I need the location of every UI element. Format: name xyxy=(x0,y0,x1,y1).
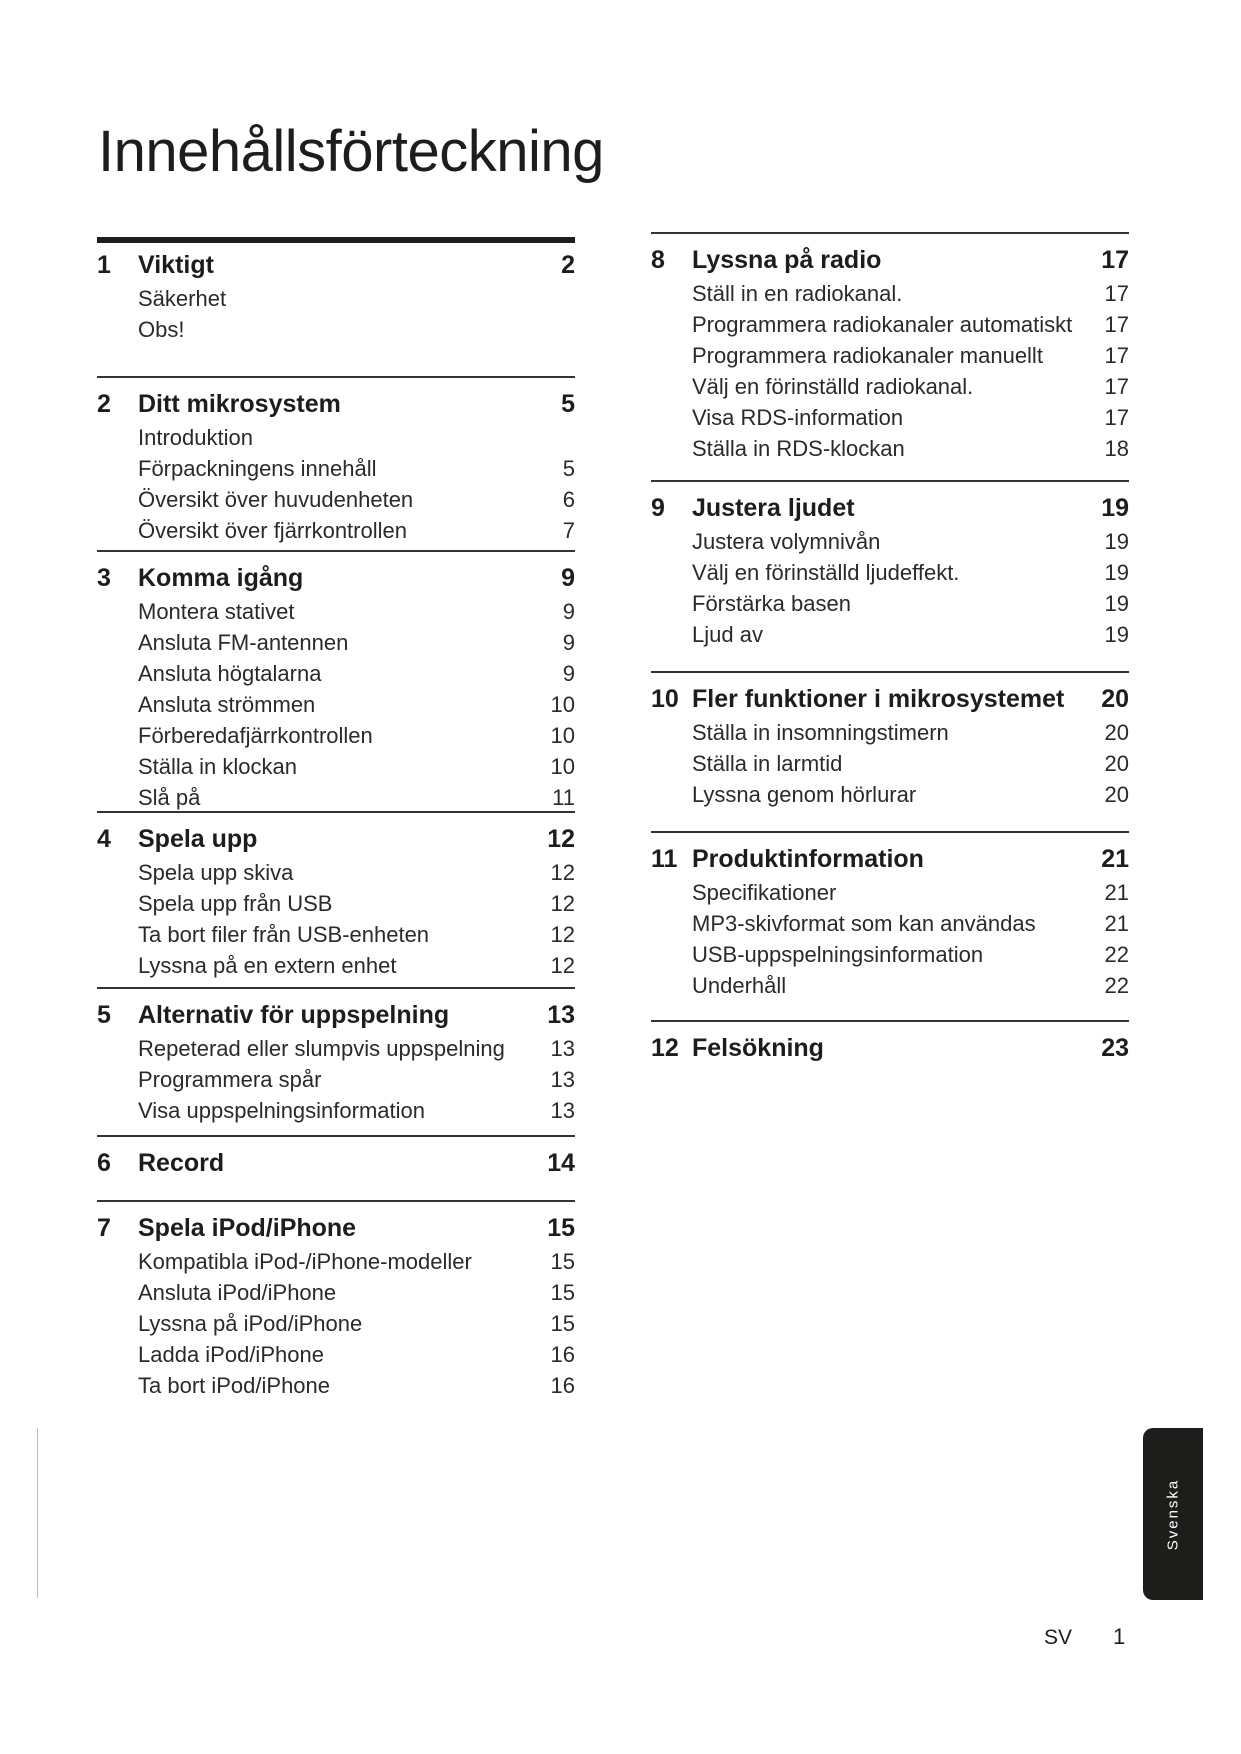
entry-title: Visa uppspelningsinformation xyxy=(138,1098,425,1123)
section-heading[interactable] xyxy=(97,251,575,283)
toc-section xyxy=(97,1200,575,1401)
toc-entry[interactable] xyxy=(97,1064,575,1095)
section-entry-list xyxy=(97,596,575,813)
toc-entry[interactable] xyxy=(97,658,575,689)
entry-page: 20 xyxy=(1104,751,1129,776)
entry-title: Säkerhet xyxy=(138,286,227,311)
entry-page: 19 xyxy=(1104,622,1129,647)
toc-entry[interactable] xyxy=(651,433,1129,464)
toc-entry[interactable] xyxy=(97,950,575,981)
toc-entry[interactable] xyxy=(651,526,1129,557)
entry-page: 10 xyxy=(550,723,575,748)
toc-entry[interactable] xyxy=(97,919,575,950)
toc-entry[interactable] xyxy=(651,748,1129,779)
toc-entry[interactable] xyxy=(97,596,575,627)
section-page: 15 xyxy=(547,1214,575,1242)
toc-entry[interactable] xyxy=(651,309,1129,340)
section-title: Viktigt xyxy=(138,251,214,279)
section-title: Alternativ för uppspelning xyxy=(138,1001,450,1029)
entry-title: Ställa in insomningstimern xyxy=(692,720,949,745)
section-title: Spela iPod/iPhone xyxy=(138,1214,357,1242)
section-title: Spela upp xyxy=(138,825,258,853)
section-title: Lyssna på radio xyxy=(692,246,882,274)
section-page: 12 xyxy=(547,825,575,853)
entry-title: Slå på xyxy=(138,785,201,810)
section-entry-list xyxy=(97,857,575,981)
toc-section xyxy=(97,987,575,1126)
toc-entry[interactable] xyxy=(651,588,1129,619)
section-heading[interactable] xyxy=(97,1214,575,1246)
toc-section xyxy=(97,376,575,546)
entry-title: Obs! xyxy=(138,317,185,342)
toc-entry[interactable] xyxy=(651,278,1129,309)
entry-title: Ta bort iPod/iPhone xyxy=(138,1373,331,1398)
entry-title: Spela upp från USB xyxy=(138,891,333,916)
section-page: 19 xyxy=(1101,494,1129,522)
entry-page: 11 xyxy=(552,785,575,810)
entry-title: USB-uppspelningsinformation xyxy=(692,942,984,967)
entry-page: 15 xyxy=(550,1280,575,1305)
toc-entry[interactable] xyxy=(97,1095,575,1126)
entry-page: 12 xyxy=(550,953,575,978)
footer-language-code: SV xyxy=(1044,1626,1073,1649)
toc-entry[interactable] xyxy=(97,283,575,314)
toc-entry[interactable] xyxy=(97,1277,575,1308)
entry-page: 17 xyxy=(1104,405,1129,430)
entry-title: Ansluta iPod/iPhone xyxy=(138,1280,337,1305)
toc-entry[interactable] xyxy=(651,970,1129,1001)
entry-page: 7 xyxy=(562,518,575,543)
entry-title: Ansluta FM-antennen xyxy=(138,630,349,655)
language-tab-label: Svenska xyxy=(1164,1478,1182,1550)
section-heading[interactable] xyxy=(651,246,1129,278)
toc-entry[interactable] xyxy=(97,1339,575,1370)
toc-entry[interactable] xyxy=(651,717,1129,748)
section-page: 21 xyxy=(1101,845,1129,873)
entry-title: Ljud av xyxy=(692,622,763,647)
entry-title: Förberedafjärrkontrollen xyxy=(138,723,373,748)
section-entry-list xyxy=(97,1033,575,1126)
toc-entry[interactable] xyxy=(651,371,1129,402)
toc-entry[interactable] xyxy=(97,782,575,813)
section-page: 20 xyxy=(1101,685,1129,713)
entry-title: Specifikationer xyxy=(692,880,837,905)
section-page: 14 xyxy=(547,1149,575,1177)
section-entry-list xyxy=(97,422,575,546)
toc-section xyxy=(651,232,1129,464)
toc-entry[interactable] xyxy=(651,877,1129,908)
section-entry-list xyxy=(651,877,1129,1001)
entry-title: Förpackningens innehåll xyxy=(138,456,377,481)
entry-page: 21 xyxy=(1104,911,1129,936)
section-entry-list xyxy=(651,526,1129,650)
section-title: Produktinformation xyxy=(692,845,924,873)
entry-page: 12 xyxy=(550,891,575,916)
entry-page: 12 xyxy=(550,860,575,885)
entry-page: 17 xyxy=(1104,281,1129,306)
toc-entry[interactable] xyxy=(97,1370,575,1401)
entry-title: Programmera radiokanaler automatiskt xyxy=(692,312,1073,337)
entry-page: 19 xyxy=(1104,591,1129,616)
entry-page: 20 xyxy=(1104,720,1129,745)
entry-page: 17 xyxy=(1104,374,1129,399)
section-heading[interactable] xyxy=(97,390,575,422)
toc-section xyxy=(97,237,575,345)
section-heading[interactable] xyxy=(97,1001,575,1033)
section-heading[interactable] xyxy=(97,564,575,596)
section-heading[interactable] xyxy=(651,1034,1129,1066)
section-title: Justera ljudet xyxy=(692,494,855,522)
entry-page: 16 xyxy=(550,1342,575,1367)
entry-title: Ställa in RDS-klockan xyxy=(692,436,905,461)
entry-title: Lyssna på iPod/iPhone xyxy=(138,1311,363,1336)
section-title: Ditt mikrosystem xyxy=(138,390,341,418)
toc-entry[interactable] xyxy=(651,908,1129,939)
entry-page: 6 xyxy=(562,487,575,512)
section-entry-list xyxy=(97,1246,575,1401)
section-page: 9 xyxy=(561,564,575,592)
entry-page: 20 xyxy=(1104,782,1129,807)
entry-page: 17 xyxy=(1104,343,1129,368)
entry-page: 15 xyxy=(550,1249,575,1274)
section-heading[interactable] xyxy=(651,845,1129,877)
section-number: 2 xyxy=(97,390,111,418)
toc-section xyxy=(651,1020,1129,1066)
entry-page: 18 xyxy=(1104,436,1129,461)
entry-title: Introduktion xyxy=(138,425,253,450)
section-heading[interactable] xyxy=(651,685,1129,717)
section-page: 17 xyxy=(1101,246,1129,274)
toc-entry[interactable] xyxy=(97,888,575,919)
toc-section xyxy=(651,671,1129,810)
section-page: 5 xyxy=(561,390,575,418)
section-number: 5 xyxy=(97,1001,111,1029)
section-number: 3 xyxy=(97,564,111,592)
section-number: 10 xyxy=(651,685,679,713)
section-number: 11 xyxy=(651,845,678,873)
entry-title: Ladda iPod/iPhone xyxy=(138,1342,324,1367)
section-entry-list xyxy=(651,717,1129,810)
toc-entry[interactable] xyxy=(651,939,1129,970)
entry-page: 22 xyxy=(1104,973,1129,998)
section-title: Record xyxy=(138,1149,225,1177)
entry-page: 13 xyxy=(550,1036,575,1061)
entry-page: 9 xyxy=(562,661,575,686)
toc-section xyxy=(651,480,1129,650)
toc-entry[interactable] xyxy=(651,619,1129,650)
entry-page: 9 xyxy=(562,599,575,624)
toc-entry[interactable] xyxy=(97,515,575,546)
toc-entry[interactable] xyxy=(97,857,575,888)
entry-title: Förstärka basen xyxy=(692,591,851,616)
section-entry-list xyxy=(651,278,1129,464)
toc-section xyxy=(651,831,1129,1001)
entry-title: Programmera spår xyxy=(138,1067,322,1092)
entry-title: Repeterad eller slumpvis uppspelning xyxy=(138,1036,505,1061)
entry-page: 10 xyxy=(550,754,575,779)
section-number: 8 xyxy=(651,246,665,274)
section-number: 6 xyxy=(97,1149,111,1177)
entry-title: Ansluta högtalarna xyxy=(138,661,322,686)
section-page: 23 xyxy=(1101,1034,1129,1062)
toc-section xyxy=(97,1135,575,1181)
toc-entry[interactable] xyxy=(97,314,575,345)
entry-title: Kompatibla iPod-/iPhone-modeller xyxy=(138,1249,472,1274)
entry-title: MP3-skivformat som kan användas xyxy=(692,911,1036,936)
entry-title: Översikt över huvudenheten xyxy=(138,487,414,512)
entry-title: Välj en förinställd radiokanal. xyxy=(692,374,974,399)
entry-page: 19 xyxy=(1104,529,1129,554)
entry-title: Programmera radiokanaler manuellt xyxy=(692,343,1043,368)
section-title: Fler funktioner i mikrosystemet xyxy=(692,685,1065,713)
toc-entry[interactable] xyxy=(97,751,575,782)
entry-page: 16 xyxy=(550,1373,575,1398)
margin-rule xyxy=(37,1428,38,1598)
entry-title: Justera volymnivån xyxy=(692,529,881,554)
toc-entry[interactable] xyxy=(97,627,575,658)
toc-entry[interactable] xyxy=(97,720,575,751)
entry-title: Ta bort filer från USB-enheten xyxy=(138,922,430,947)
section-number: 7 xyxy=(97,1214,111,1242)
entry-title: Ansluta strömmen xyxy=(138,692,316,717)
section-number: 4 xyxy=(97,825,111,853)
section-heading[interactable] xyxy=(651,494,1129,526)
entry-page: 22 xyxy=(1104,942,1129,967)
section-heading[interactable] xyxy=(97,825,575,857)
toc-entry[interactable] xyxy=(97,453,575,484)
toc-section xyxy=(97,550,575,813)
entry-title: Montera stativet xyxy=(138,599,295,624)
page-title: Innehållsförteckning xyxy=(98,119,604,184)
entry-page: 19 xyxy=(1104,560,1129,585)
toc-entry[interactable] xyxy=(97,689,575,720)
toc-entry[interactable] xyxy=(97,484,575,515)
section-entry-list xyxy=(97,283,575,345)
entry-title: Underhåll xyxy=(692,973,787,998)
entry-page: 5 xyxy=(562,456,575,481)
toc-section xyxy=(97,811,575,981)
entry-title: Lyssna på en extern enhet xyxy=(138,953,397,978)
entry-title: Översikt över fjärrkontrollen xyxy=(138,518,407,543)
entry-page: 17 xyxy=(1104,312,1129,337)
entry-page: 21 xyxy=(1104,880,1129,905)
entry-title: Ställa in klockan xyxy=(138,754,297,779)
toc-entry[interactable] xyxy=(97,1246,575,1277)
section-page: 2 xyxy=(561,251,575,279)
section-title: Komma igång xyxy=(138,564,304,592)
entry-title: Ställa in larmtid xyxy=(692,751,843,776)
entry-title: Välj en förinställd ljudeffekt. xyxy=(692,560,960,585)
entry-title: Lyssna genom hörlurar xyxy=(692,782,917,807)
toc-entry[interactable] xyxy=(97,1308,575,1339)
toc-entry[interactable] xyxy=(651,402,1129,433)
toc-entry[interactable] xyxy=(651,779,1129,810)
entry-title: Spela upp skiva xyxy=(138,860,294,885)
footer-page-number: 1 xyxy=(1113,1624,1126,1649)
language-tab xyxy=(1143,1428,1203,1600)
entry-page: 10 xyxy=(550,692,575,717)
toc-entry[interactable] xyxy=(97,422,575,453)
entry-page: 12 xyxy=(550,922,575,947)
section-number: 12 xyxy=(651,1034,679,1062)
section-number: 9 xyxy=(651,494,665,522)
section-number: 1 xyxy=(97,251,111,279)
section-page: 13 xyxy=(547,1001,575,1029)
entry-page: 15 xyxy=(550,1311,575,1336)
section-heading[interactable] xyxy=(97,1149,575,1181)
section-title: Felsökning xyxy=(692,1034,824,1062)
toc-entry[interactable] xyxy=(97,1033,575,1064)
entry-title: Ställ in en radiokanal. xyxy=(692,281,903,306)
entry-title: Visa RDS-information xyxy=(692,405,904,430)
toc-entry[interactable] xyxy=(651,557,1129,588)
entry-page: 9 xyxy=(562,630,575,655)
entry-page: 13 xyxy=(550,1067,575,1092)
entry-page: 13 xyxy=(550,1098,575,1123)
toc-entry[interactable] xyxy=(651,340,1129,371)
